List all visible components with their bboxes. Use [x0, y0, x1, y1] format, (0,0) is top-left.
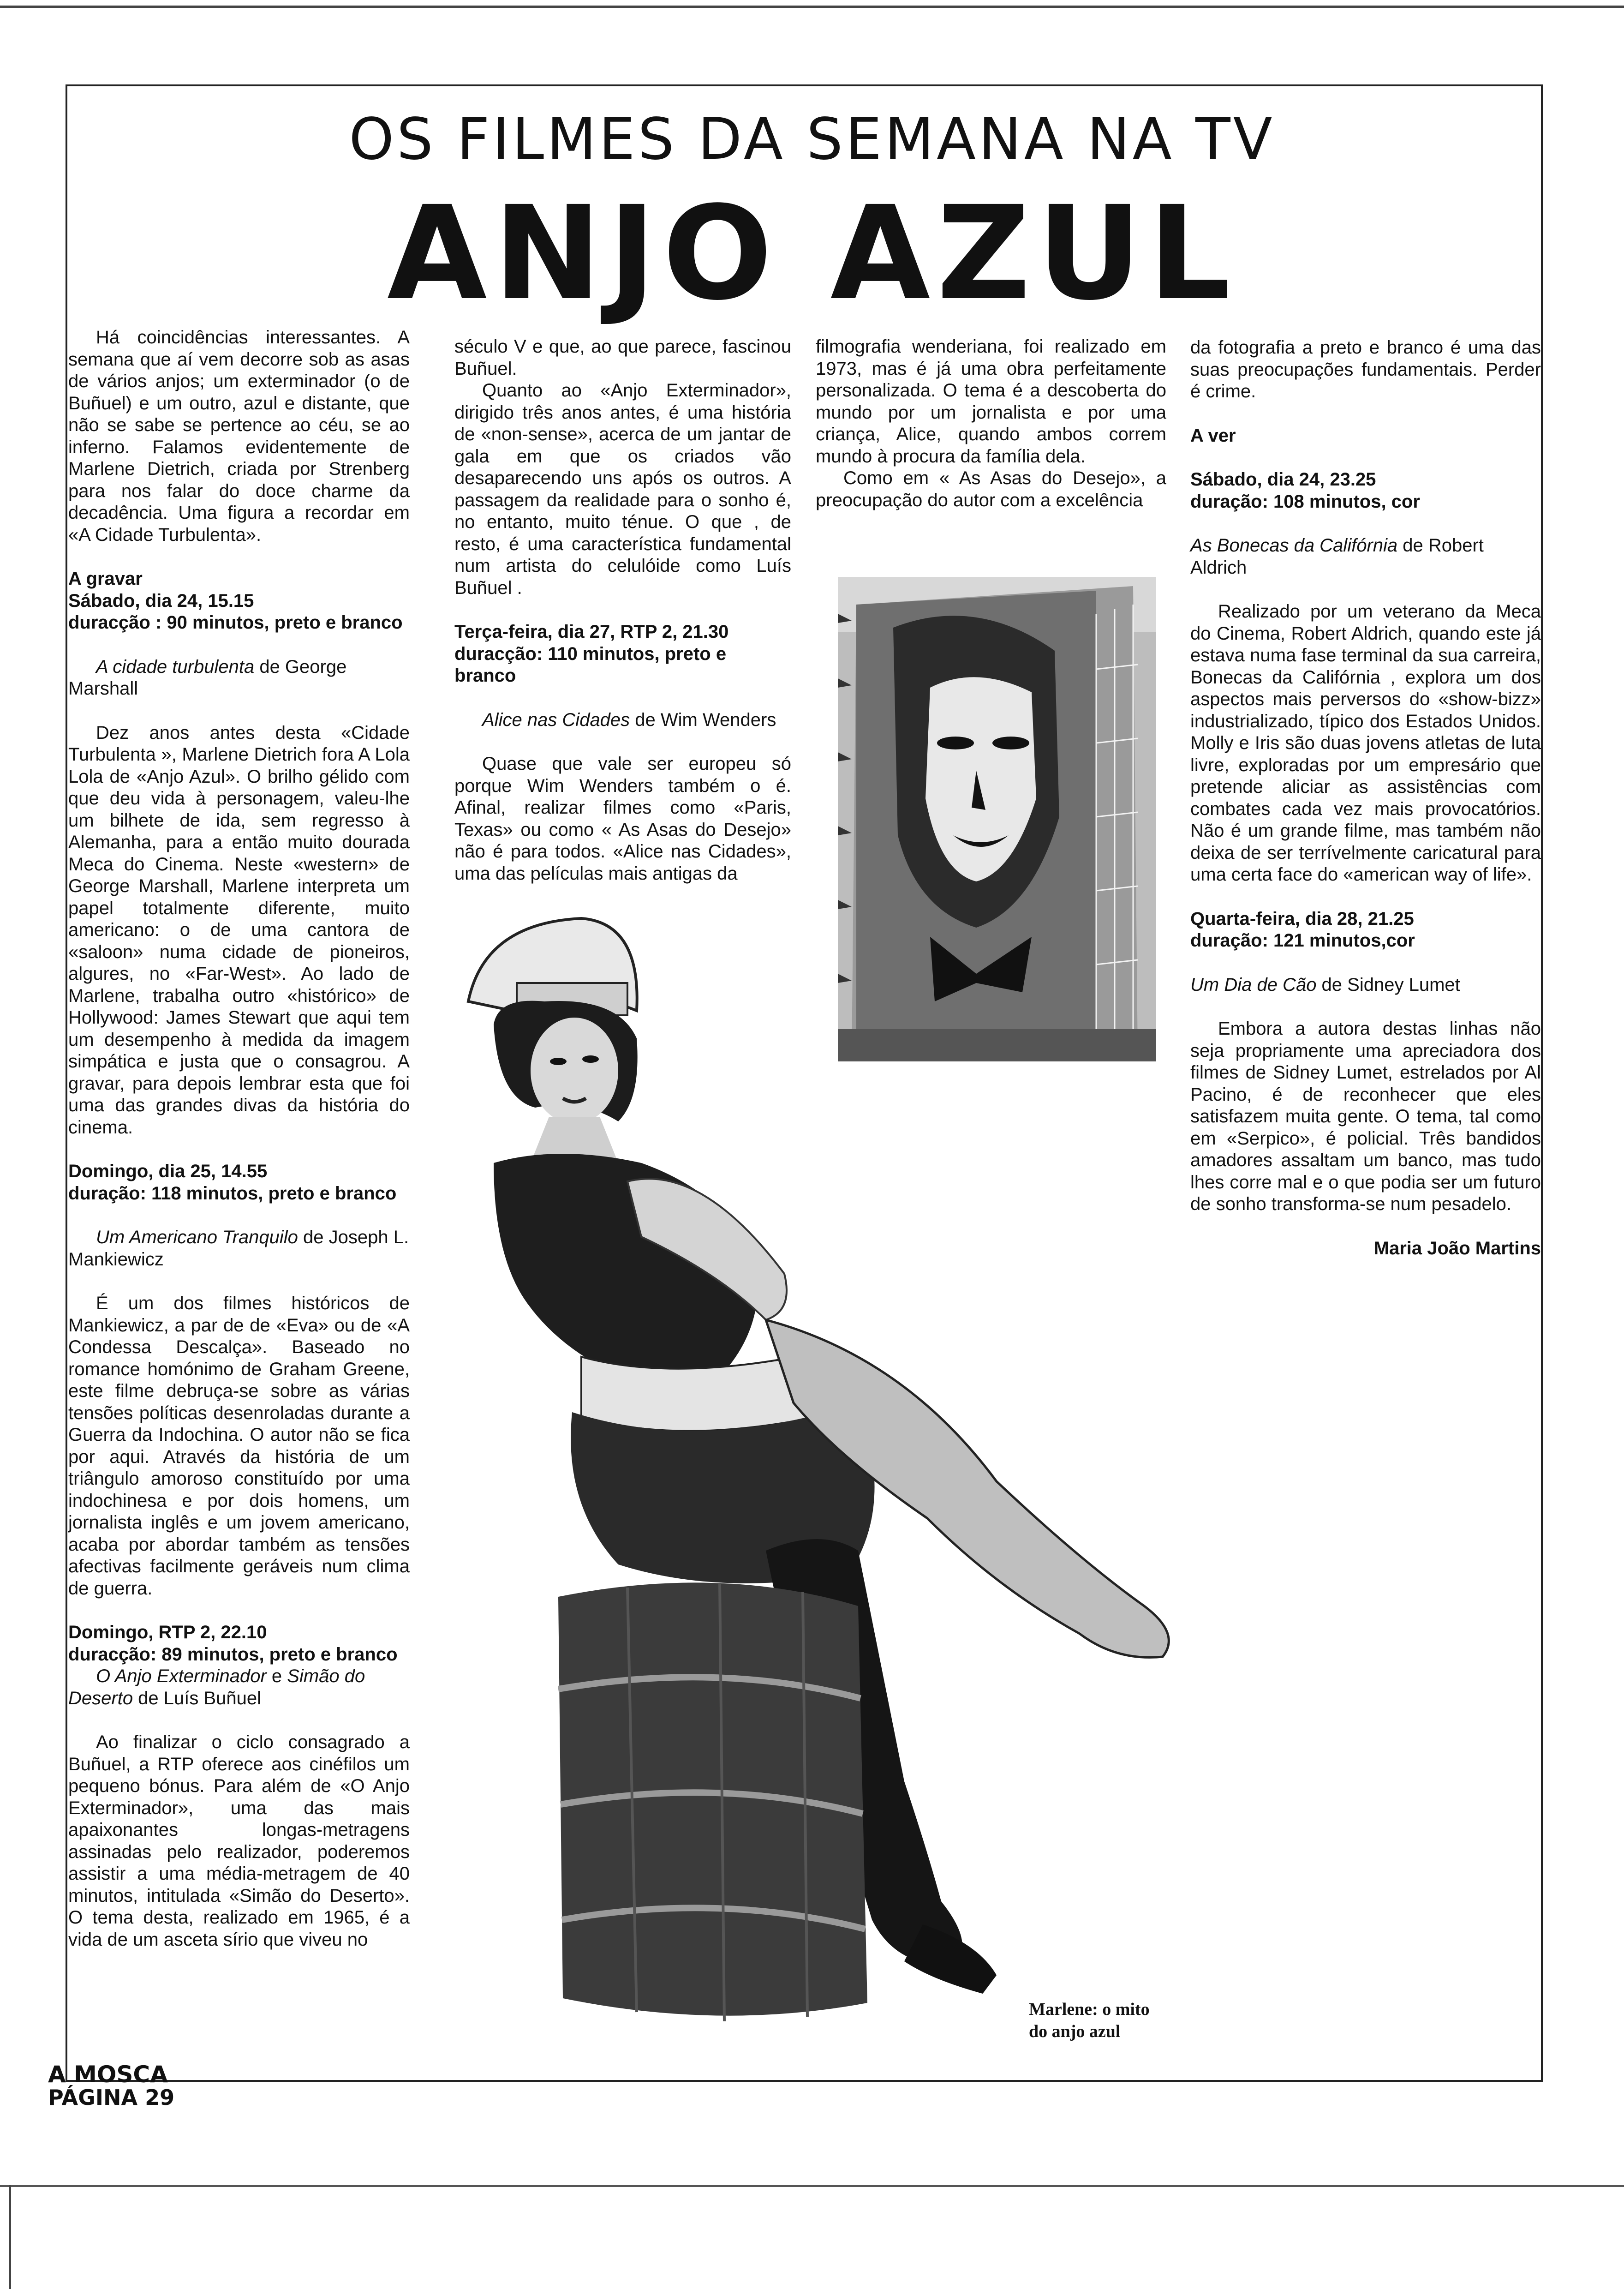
film-director: de Robert Aldrich [1190, 535, 1484, 578]
film-duration: duração: 118 minutos, preto e branco [68, 1183, 397, 1204]
film-title-line [454, 709, 791, 731]
film-duration: duracção : 90 minutos, preto e branco [68, 612, 403, 633]
scan-edge [9, 2185, 11, 2289]
film-schedule: Sábado, dia 24, 23.25 [1190, 469, 1376, 490]
film-title: A cidade turbulenta [96, 656, 255, 677]
film-schedule: Sábado, dia 24, 15.15 [68, 590, 254, 611]
film-duration: duração: 121 minutos,cor [1190, 930, 1415, 951]
film-director: de Sidney Lumet [1316, 974, 1460, 995]
bottom-scan-line [0, 2185, 1624, 2187]
section-kicker: OS FILMES DA SEMANA NA TV [349, 106, 1275, 173]
film-tag: A ver [1190, 425, 1236, 446]
top-scan-line [0, 6, 1624, 8]
film-title: O Anjo Exterminador [96, 1666, 267, 1686]
film-duration: duração: 108 minutos, cor [1190, 491, 1420, 512]
film-title-line [68, 656, 410, 700]
page-headline: ANJO AZUL [387, 179, 1237, 329]
film-title: As Bonecas da Califórnia [1190, 535, 1398, 556]
film-tag: A gravar [68, 569, 143, 589]
film-review: Quase que vale ser europeu só porque Wim Wenders também o é. Afinal, realizar filmes como «Paris, Texas» ou como « As Asas do Desejo» não é para todos. «Alice nas Cidades», uma das películas mais antigas da [454, 754, 791, 884]
continued-paragraph: século V e que, ao que parece, fascinou Buñuel. [454, 336, 791, 379]
film-director: de Luís Buñuel [133, 1688, 262, 1708]
article-paragraph: Quanto ao «Anjo Exterminador», dirigido três anos antes, é uma história de «non-sense», acerca de um jantar de gala em que os criados vão desaparecendo uns após os outros. A passagem da realidade para o sonho é, no entanto, muito ténue. O que , de resto, é uma característica fundamental num artista do celulóide como Luís Buñuel . [454, 380, 791, 598]
column-2 [454, 336, 791, 885]
article-paragraph: Como em « As Asas do Desejo», a preocupação do autor com a excelência [816, 468, 1166, 510]
film-director: de Joseph L. Mankiewicz [68, 1227, 409, 1270]
magazine-name: A MOSCA [48, 2061, 168, 2088]
film-title: Simão do Deserto [68, 1666, 365, 1708]
film-title-line [68, 1227, 410, 1270]
column-3 [816, 336, 1166, 511]
film-title-line [1190, 535, 1541, 579]
column-1 [68, 327, 410, 1951]
film-review: Realizado por um veterano da Meca do Cinema, Robert Aldrich, quando este já estava numa fase terminal da sua carreira, Bonecas da Califórnia , explora um dos aspectos mais perversos do «show-bizz» industrializado, típico dos Estados Unidos. Molly e Iris são duas jovens atletas de luta livre, exploradas por um empresário que pretende aliciar as assistências com combates cada vez mais provocatórios. Não é um grande filme, mas também não deixa de ser terrívelmente caricatural para uma certa face do «american way of life». [1190, 601, 1541, 885]
intro-paragraph: Há coincidências interessantes. A semana que aí vem decorre sob as asas de vários anjos; um exterminador (o de Buñuel) e um outro, azul e distante, que não se sabe se pertence ao céu, se ao inferno. Falamos evidentemente de Marlene Dietrich, criada por Strenberg para nos falar do doce charme da decadência. Uma figura a recordar em «A Cidade Turbulenta». [68, 327, 410, 545]
marlene-dietrich-photo [443, 905, 1412, 2031]
film-review: Ao finalizar o ciclo consagrado a Buñuel, a RTP oferece aos cinéfilos um pequeno bónus. Para além de «O Anjo Exterminador», uma das mais apaixonantes longas-metragens assinadas pelo realizador, poderemos assistir a uma média-metragem de 40 minutos, intitulada «Simão do Deserto». O tema desta, realizado em 1965, é a vida de um asceta sírio que viveu no [68, 1732, 410, 1950]
film-schedule: Domingo, dia 25, 14.55 [68, 1161, 268, 1181]
continued-paragraph: filmografia wenderiana, foi realizado em 1973, mas é já uma obra perfeitamente personalizada. O tema é a descoberta do mundo por um jornalista e por uma criança, Alice, quando ambos correm mundo à procura da família dela. [816, 336, 1166, 467]
film-review: Dez anos antes desta «Cidade Turbulenta », Marlene Dietrich fora A Lola Lola de «Anjo Azul». O brilho gélido com que deu vida à personagem, valeu-lhe um bilhete de ida, sem regresso à Alemanha, para a então muito dourada Meca do Cinema. Neste «western» de George Marshall, Marlene interpreta um papel totalmente diferente, muito americano: o de uma cantora de «saloon» numa cidade de pioneiros, algures, no «Far-West». Ao lado de Marlene, trabalha outro «histórico» de Hollywood: James Stewart que aqui tem um desempenho à medida da imagem simpática e justa que o consagrou. A gravar, para depois lembrar esta que foi uma das grandes divas da história do cinema. [68, 722, 410, 1138]
caption-line: do anjo azul [1029, 2022, 1121, 2041]
film-duration: duracção: 110 minutos, preto e branco [454, 643, 727, 686]
title-conjunction: e [266, 1666, 287, 1686]
film-duration: duracção: 89 minutos, preto e branco [68, 1644, 398, 1665]
continued-paragraph: da fotografia a preto e branco é uma das suas preocupações fundamentais. Perder é crime. [1190, 337, 1541, 401]
film-review: Embora a autora destas linhas não seja propriamente uma apreciadora dos filmes de Sidney Lumet, estrelados por Al Pacino, é de reconhecer que eles satisfazem muita gente. O tema, tal como em «Serpico», é policial. Três bandidos amadores assaltam um banco, mas tudo lhes corre mal e o que podia ser um futuro de sonho transforma-se num pesadelo. [1190, 1019, 1541, 1214]
film-schedule: Quarta-feira, dia 28, 21.25 [1190, 908, 1414, 929]
film-title: Um Americano Tranquilo [96, 1227, 298, 1247]
author-signature: Maria João Martins [1373, 1238, 1541, 1258]
film-schedule: Terça-feira, dia 27, RTP 2, 21.30 [454, 622, 729, 642]
film-title: Alice nas Cidades [482, 709, 630, 730]
film-director: de George Marshall [68, 656, 347, 699]
page-number: PÁGINA 29 [48, 2085, 175, 2110]
photo-caption [1029, 1998, 1204, 2043]
film-title-line [68, 1666, 410, 1709]
film-director: de Wim Wenders [630, 709, 776, 730]
film-review: É um dos filmes históricos de Mankiewicz, a par de de «Eva» ou de «A Condessa Descalça». Baseado no romance homónimo de Graham Greene, este filme debruça-se sobre as várias tensões políticas desenroladas durante a Guerra da Indochina. O autor não se fica por aqui. Através da história de um triângulo amoroso constituído por uma indochinesa e por dois homens, um jornalista inglês e um jovem americano, acaba por abordar também as tensões afectivas facilmente geráveis num clima de guerra. [68, 1293, 410, 1599]
film-schedule: Domingo, RTP 2, 22.10 [68, 1622, 267, 1642]
film-title: Um Dia de Cão [1190, 974, 1317, 995]
caption-line: Marlene: o mito [1029, 2000, 1150, 2019]
